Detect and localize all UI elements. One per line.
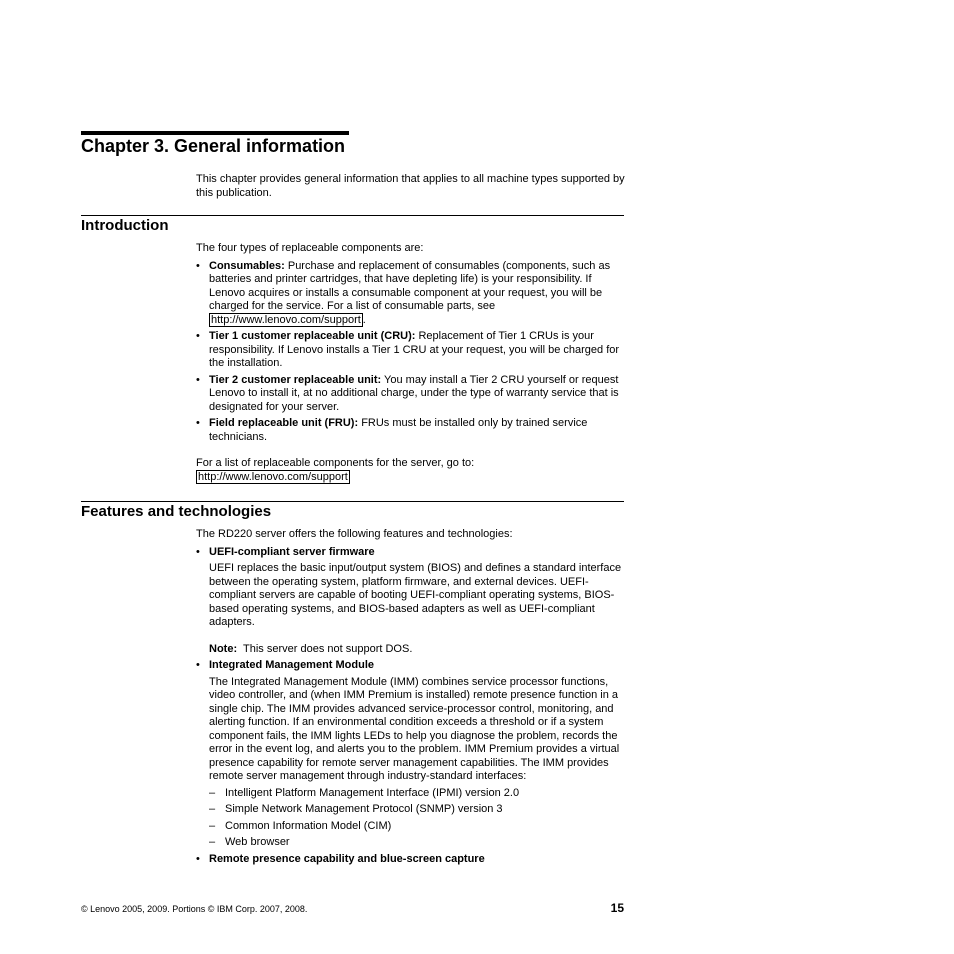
chapter-intro: This chapter provides general information that applies to all machine types supported by this publication.: [196, 173, 625, 199]
list-item-tier1-cru: [196, 330, 628, 371]
list-item: – Simple Network Management Protocol (SNMP) version 3: [209, 803, 628, 817]
item-text: You may install a Tier 2 CRU yourself or request Lenovo to install it, at no additional charge, under the type of warranty service that is designated for your server.: [209, 373, 619, 413]
chapter-title: Chapter 3. General information: [81, 136, 346, 156]
note-text: This server does not support DOS.: [243, 642, 413, 655]
list-item: – Intelligent Platform Management Interface (IPMI) version 2.0: [209, 787, 628, 801]
list-item: – Common Information Model (CIM): [209, 820, 628, 834]
replaceable-components-link[interactable]: http://www.lenovo.com/support: [198, 470, 348, 483]
list-item-remote-presence: [196, 853, 628, 867]
features-heading: Features and technologies: [81, 503, 272, 520]
item-label: Field replaceable unit (FRU):: [209, 417, 359, 429]
features-lead: The RD220 server offers the following features and technologies:: [196, 528, 513, 540]
item-label: Tier 1 customer replaceable unit (CRU):: [209, 330, 416, 342]
list-item-tier2-cru: [196, 374, 628, 415]
page-number: 15: [610, 901, 624, 915]
item-label: • Integrated Management Module: [209, 659, 375, 671]
list-item-fru: [196, 417, 628, 444]
item-text: Replacement of Tier 1 CRUs is your responsibility. If Lenovo installs a Tier 1 CRU at your request, you will be charged for the installation.: [209, 330, 620, 369]
introduction-closing: [196, 457, 628, 484]
item-label: Tier 2 customer replaceable unit:: [209, 373, 382, 386]
closing-text: For a list of replaceable components for the server, go to:: [196, 457, 475, 469]
note-label: Note:: [209, 642, 238, 655]
item-label: Consumables:: [209, 259, 285, 272]
features-body: [196, 528, 628, 866]
imm-description: The Integrated Management Module (IMM) combines service processor functions, video controller, and (when IMM Premium is installed) remote presence function in a single chip. The IMM provides advanced service-processor control, monitoring, and alerting function. If an environmental condition exceeds a threshold or if a system component fails, the IMM lights LEDs to help you diagnose the problem, records the error in the event log, and alerts you to the problem. IMM Premium provides a virtual presence capability for remote server management capabilities. The IMM provides remote server management through industry-standard interfaces:: [209, 675, 620, 782]
imm-interfaces-list: [209, 787, 628, 850]
introduction-lead: The four types of replaceable components are:: [196, 242, 424, 254]
item-text: FRUs must be installed only by trained service technicians.: [209, 417, 588, 443]
introduction-heading: Introduction: [81, 217, 169, 234]
features-list: [196, 546, 628, 867]
uefi-note: [209, 643, 628, 657]
item-text: Purchase and replacement of consumables (components, such as batteries and printer cartridges, that have depleting life) is your responsibility. If Lenovo acquires or installs a consumable component at your request, you will be charged for the service. For a list of consumable parts, see: [209, 259, 611, 312]
list-item-uefi: [196, 546, 628, 657]
uefi-description: UEFI replaces the basic input/output system (BIOS) and defines a standard interface between the operating system, platform firmware, and external devices. UEFI-compliant servers are capable of booting UEFI-compliant operating systems, BIOS-based operating systems, and BIOS-based adapters as well as UEFI-compliant adapters.: [209, 562, 622, 628]
list-item: – Web browser: [209, 836, 628, 850]
item-label: • UEFI-compliant server firmware: [209, 545, 375, 558]
introduction-body: [196, 242, 628, 484]
consumables-support-link[interactable]: http://www.lenovo.com/support: [211, 313, 361, 326]
item-text-end: .: [362, 313, 366, 326]
footer-copyright: © Lenovo 2005, 2009. Portions © IBM Corp. 2007, 2008.: [81, 904, 308, 914]
list-item-imm: [196, 659, 628, 850]
item-label: Remote presence capability and blue-screen capture: [209, 852, 485, 865]
list-item-consumables: [196, 260, 628, 328]
component-types-list: [196, 260, 628, 445]
